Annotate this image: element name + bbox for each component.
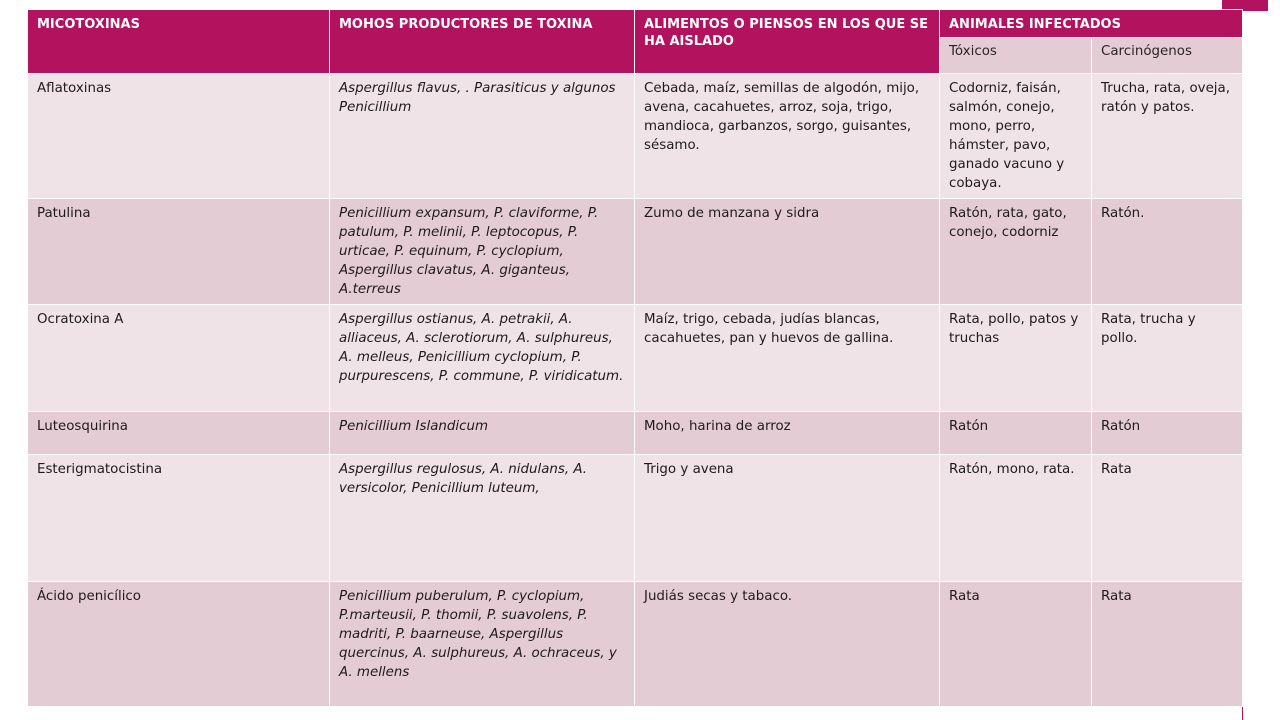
header-micotoxinas: MICOTOXINAS [28, 10, 330, 74]
cell-micotoxina: Aflatoxinas [28, 74, 330, 199]
table-body [28, 74, 1243, 707]
table-row [28, 455, 1243, 582]
cell-mohos: Penicillium puberulum, P. cyclopium, P.marteusii, P. thomii, P. suavolens, P. madriti, P. baarneuse, Aspergillus quercinus, A. sulphureus, A. ochraceus, y A. mellens [330, 582, 635, 707]
header-alimentos: ALIMENTOS O PIENSOS EN LOS QUE SE HA AISLADO [635, 10, 940, 74]
cell-mohos: Penicillium expansum, P. claviforme, P. patulum, P. melinii, P. leptocopus, P. urticae, P. equinum, P. cyclopium, Aspergillus clavatus, A. giganteus, A.terreus [330, 199, 635, 305]
table-row [28, 305, 1243, 412]
table-header [28, 10, 1243, 74]
cell-toxicos: Ratón, mono, rata. [940, 455, 1092, 582]
cell-alimentos: Trigo y avena [635, 455, 940, 582]
mycotoxins-table [27, 9, 1243, 707]
subheader-toxicos: Tóxicos [940, 38, 1092, 74]
cell-toxicos: Rata [940, 582, 1092, 707]
cell-alimentos: Judiás secas y tabaco. [635, 582, 940, 707]
cell-toxicos: Rata, pollo, patos y truchas [940, 305, 1092, 412]
cell-alimentos: Moho, harina de arroz [635, 412, 940, 455]
header-mohos: MOHOS PRODUCTORES DE TOXINA [330, 10, 635, 74]
cell-toxicos: Codorniz, faisán, salmón, conejo, mono, perro, hámster, pavo, ganado vacuno y cobaya. [940, 74, 1092, 199]
cell-carcinogenos: Trucha, rata, oveja, ratón y patos. [1092, 74, 1243, 199]
cell-mohos: Aspergillus regulosus, A. nidulans, A. versicolor, Penicillium luteum, [330, 455, 635, 582]
table-row [28, 412, 1243, 455]
cell-micotoxina: Luteosquirina [28, 412, 330, 455]
cell-alimentos: Maíz, trigo, cebada, judías blancas, cacahuetes, pan y huevos de gallina. [635, 305, 940, 412]
cell-micotoxina: Patulina [28, 199, 330, 305]
cell-mohos: Penicillium Islandicum [330, 412, 635, 455]
cell-micotoxina: Esterigmatocistina [28, 455, 330, 582]
cell-carcinogenos: Rata [1092, 455, 1243, 582]
subheader-carcinogenos: Carcinógenos [1092, 38, 1243, 74]
cell-carcinogenos: Ratón. [1092, 199, 1243, 305]
cell-mohos: Aspergillus ostianus, A. petrakii, A. alliaceus, A. sclerotiorum, A. sulphureus, A. melleus, Penicillium cyclopium, P. purpurescens, P. commune, P. viridicatum. [330, 305, 635, 412]
cell-mohos: Aspergillus flavus, . Parasiticus y algunos Penicillium [330, 74, 635, 199]
header-row [28, 10, 1243, 38]
cell-carcinogenos: Rata, trucha y pollo. [1092, 305, 1243, 412]
cell-micotoxina: Ocratoxina A [28, 305, 330, 412]
cell-toxicos: Ratón [940, 412, 1092, 455]
cell-alimentos: Cebada, maíz, semillas de algodón, mijo, avena, cacahuetes, arroz, soja, trigo, mandioca, garbanzos, sorgo, guisantes, sésamo. [635, 74, 940, 199]
table-row [28, 199, 1243, 305]
cell-carcinogenos: Ratón [1092, 412, 1243, 455]
cell-toxicos: Ratón, rata, gato, conejo, codorniz [940, 199, 1092, 305]
cell-carcinogenos: Rata [1092, 582, 1243, 707]
table-row [28, 74, 1243, 199]
header-animales: ANIMALES INFECTADOS [940, 10, 1243, 38]
cell-micotoxina: Ácido penicílico [28, 582, 330, 707]
cell-alimentos: Zumo de manzana y sidra [635, 199, 940, 305]
table-row [28, 582, 1243, 707]
